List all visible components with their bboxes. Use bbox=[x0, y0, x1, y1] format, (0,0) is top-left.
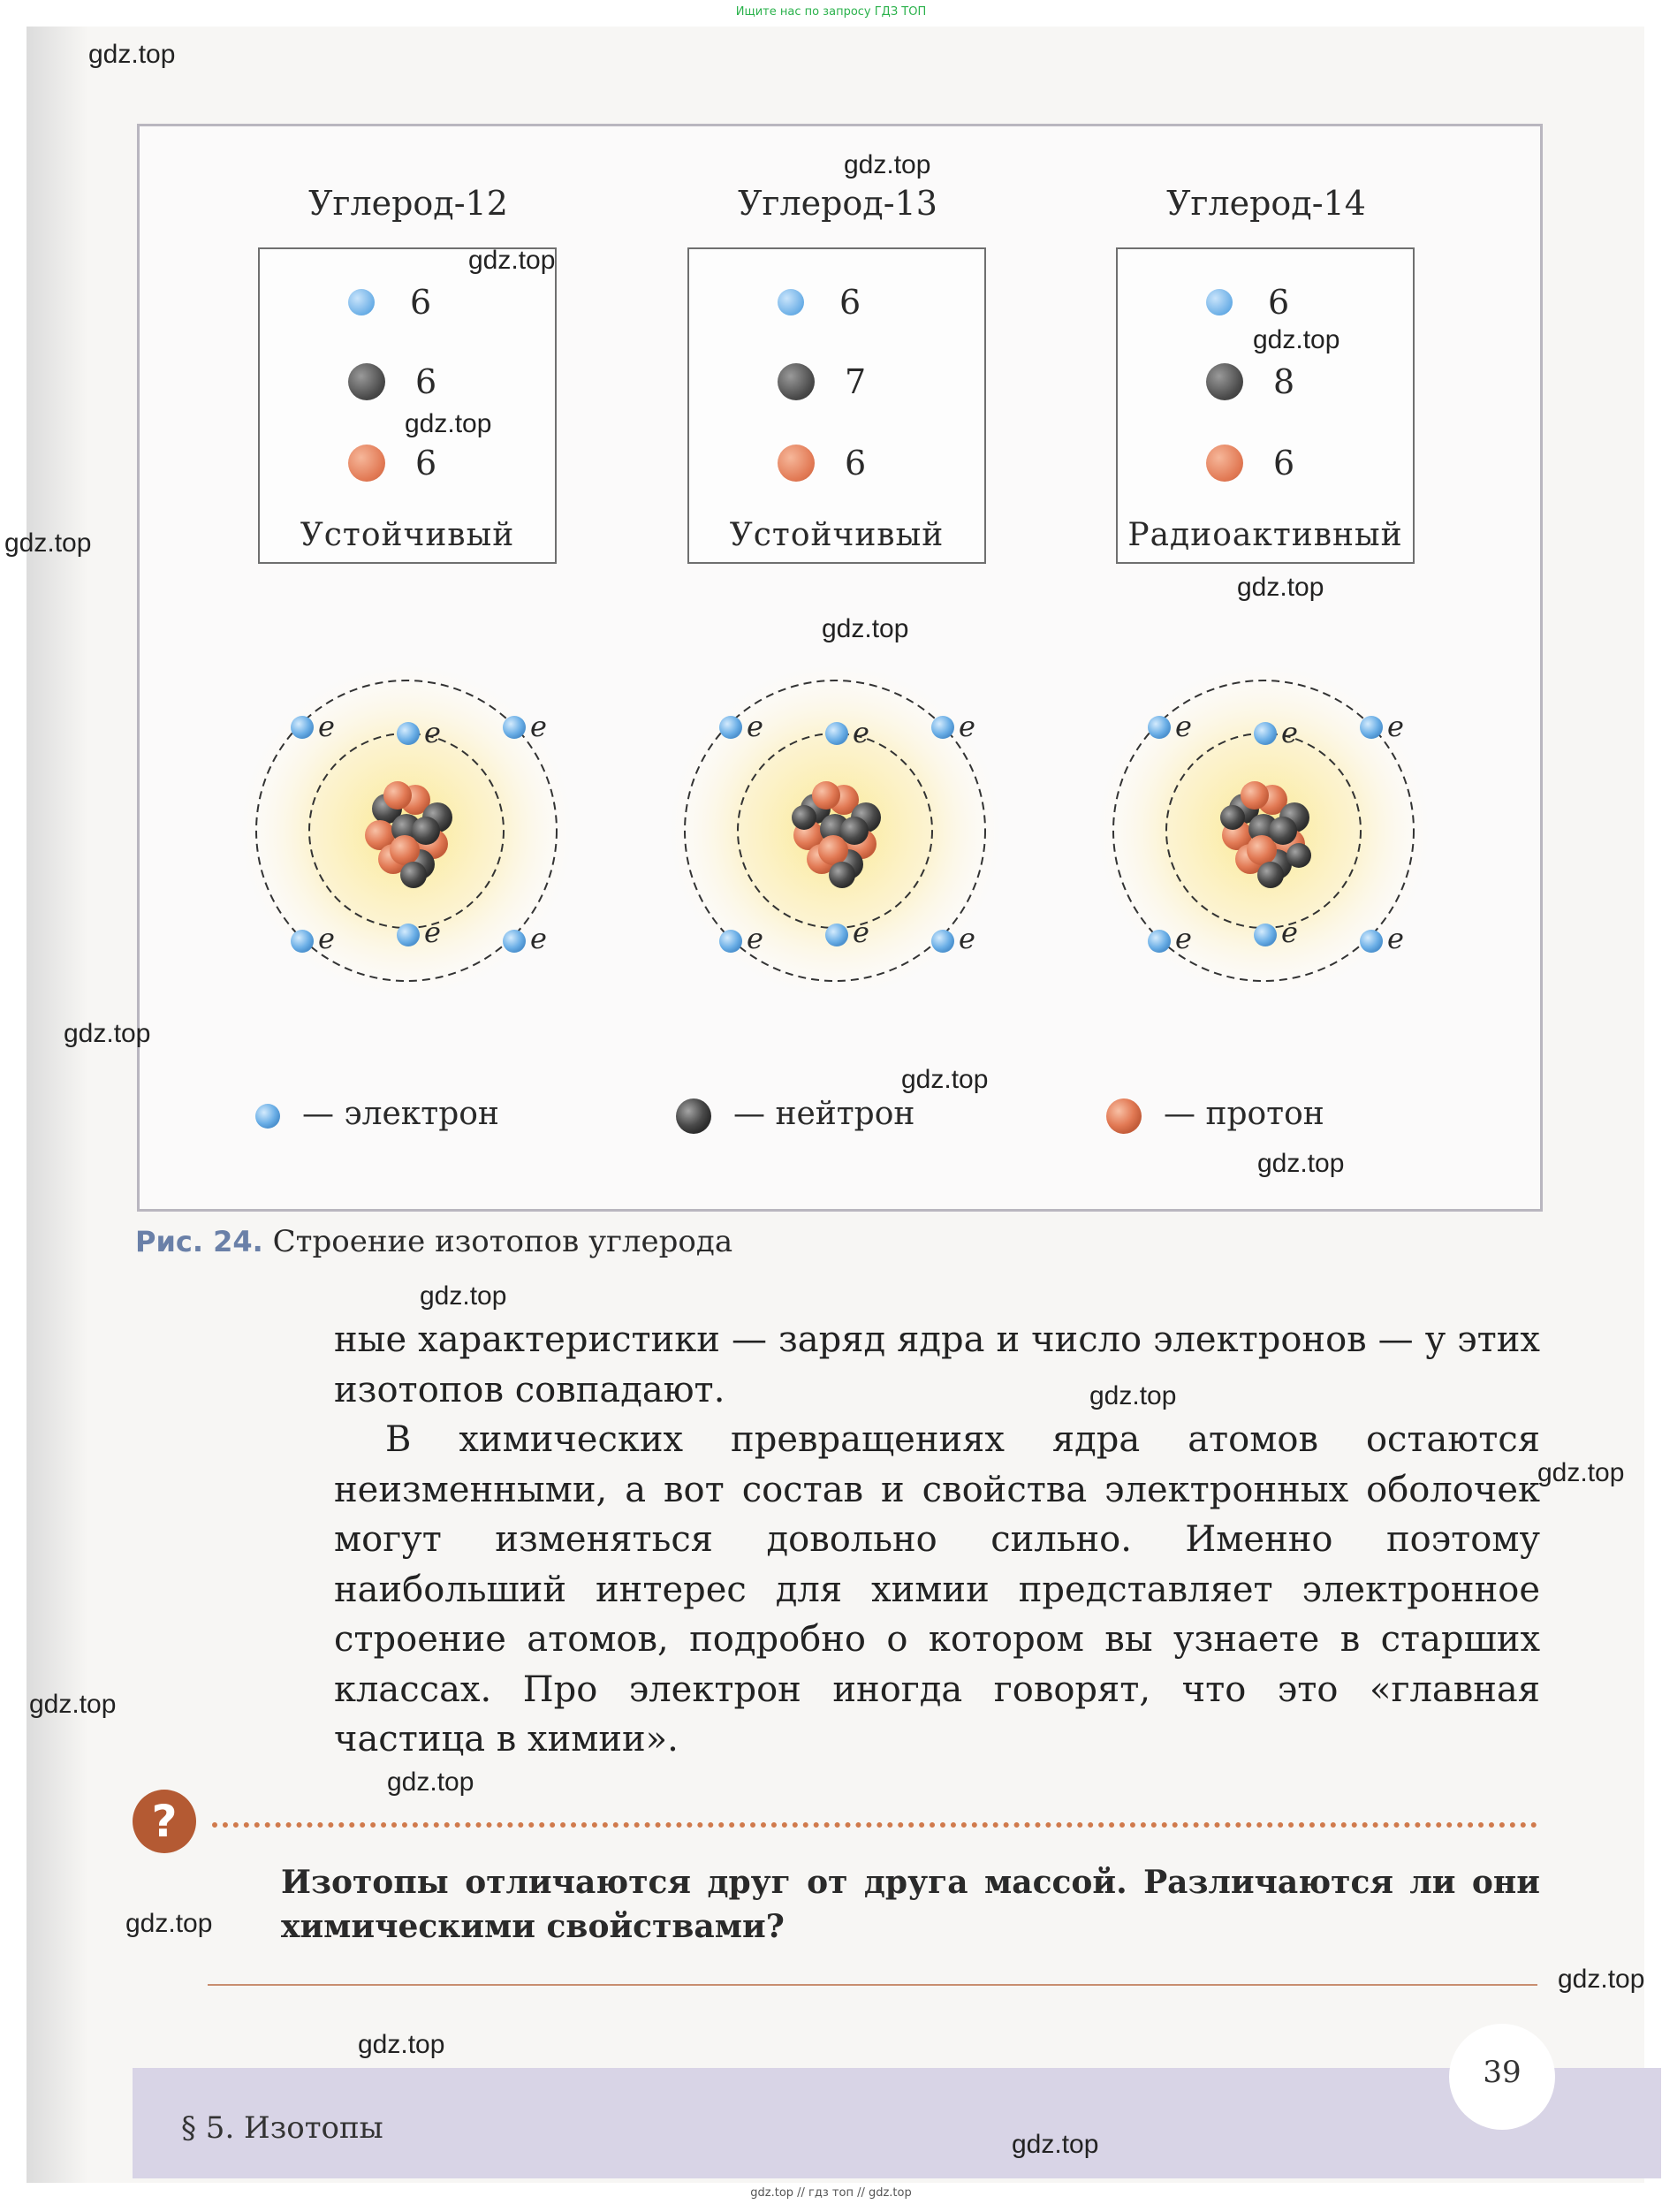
legend-neutron-label: — нейтрон bbox=[733, 1096, 915, 1132]
electron-label: e bbox=[747, 922, 763, 955]
watermark: gdz.top bbox=[1558, 1965, 1645, 1994]
electron-label: e bbox=[1387, 710, 1404, 743]
watermark: gdz.top bbox=[88, 40, 176, 69]
watermark: gdz.top bbox=[4, 528, 92, 558]
watermark: gdz.top bbox=[420, 1281, 507, 1311]
electron-count: 6 bbox=[1268, 283, 1290, 322]
bottom-note: gdz.top // гдз топ // gdz.top bbox=[750, 2186, 912, 2200]
legend-neutron bbox=[723, 1096, 914, 1132]
neutron-count: 7 bbox=[845, 362, 867, 401]
watermark: gdz.top bbox=[468, 246, 556, 275]
stability-label: Устойчивый bbox=[300, 517, 515, 553]
watermark: gdz.top bbox=[1012, 2130, 1099, 2159]
electron-label: e bbox=[530, 922, 547, 955]
watermark: gdz.top bbox=[387, 1767, 474, 1797]
watermark: gdz.top bbox=[29, 1690, 117, 1719]
electron-label: e bbox=[424, 716, 441, 749]
question-divider bbox=[212, 1822, 1537, 1828]
neutron-count: 6 bbox=[415, 362, 437, 401]
figure-number: Рис. 24. bbox=[135, 1225, 263, 1258]
watermark: gdz.top bbox=[405, 409, 492, 438]
legend-electron-icon bbox=[255, 1104, 280, 1129]
body-text bbox=[334, 1315, 1540, 1765]
stability-label: Устойчивый bbox=[729, 517, 945, 553]
question-underline bbox=[208, 1984, 1537, 1986]
electron-label: e bbox=[318, 922, 335, 955]
section-title: § 5. Изотопы bbox=[181, 2110, 383, 2146]
legend-electron bbox=[292, 1096, 499, 1132]
electron-label: e bbox=[1281, 916, 1298, 949]
neutron-count: 8 bbox=[1273, 362, 1295, 401]
electron-label: e bbox=[424, 916, 441, 949]
watermark: gdz.top bbox=[1237, 573, 1324, 602]
legend-proton-icon bbox=[1106, 1098, 1142, 1134]
figure-caption bbox=[135, 1224, 732, 1259]
isotope-title-c14: Углерод-14 bbox=[1166, 184, 1366, 223]
proton-count: 6 bbox=[415, 444, 437, 483]
figure-caption-text: Строение изотопов углерода bbox=[272, 1224, 733, 1259]
electron-label: e bbox=[530, 710, 547, 743]
electron-label: e bbox=[959, 922, 975, 955]
paragraph: ные характеристики — заряд ядра и число электронов — у этих изотопов совпадают. bbox=[334, 1319, 1540, 1410]
watermark: gdz.top bbox=[1253, 325, 1340, 354]
question-icon: ? bbox=[133, 1790, 196, 1853]
legend-electron-label: — электрон bbox=[302, 1096, 499, 1132]
paragraph: В химических превращениях ядра атомов остаются неизменными, а вот состав и свойства электронных оболочек могут изменяться довольно сильно. Именно поэтому наибольший интерес для химии представляет электронное строение атомов, подробно о котором вы узнаете в старших классах. Про электрон иногда говорят, что это «главная частица в химии». bbox=[334, 1419, 1540, 1760]
electron-count: 6 bbox=[410, 283, 432, 322]
electron-count: 6 bbox=[839, 283, 861, 322]
watermark: gdz.top bbox=[822, 614, 909, 643]
question-text: Изотопы отличаются друг от друга массой. Различаются ли они химическими свойствами? bbox=[281, 1864, 1540, 1945]
watermark: gdz.top bbox=[1537, 1458, 1625, 1487]
isotope-title-c12: Углерод-12 bbox=[308, 184, 508, 223]
watermark: gdz.top bbox=[901, 1065, 989, 1094]
electron-label: e bbox=[1281, 716, 1298, 749]
electron-label: e bbox=[1387, 922, 1404, 955]
watermark: gdz.top bbox=[358, 2030, 445, 2059]
electron-label: e bbox=[959, 710, 975, 743]
legend-proton bbox=[1153, 1096, 1324, 1132]
page-number: 39 bbox=[1483, 2055, 1522, 2090]
isotope-title-c13: Углерод-13 bbox=[738, 184, 937, 223]
electron-label: e bbox=[853, 916, 869, 949]
electron-label: e bbox=[1175, 922, 1192, 955]
electron-label: e bbox=[747, 710, 763, 743]
watermark: gdz.top bbox=[1257, 1149, 1345, 1178]
top-note: Ищите нас по запросу ГДЗ ТОП bbox=[735, 5, 927, 19]
electron-label: e bbox=[853, 716, 869, 749]
legend-neutron-icon bbox=[676, 1098, 711, 1134]
electron-label: e bbox=[318, 710, 335, 743]
stability-label: Радиоактивный bbox=[1127, 517, 1403, 553]
electron-label: e bbox=[1175, 710, 1192, 743]
proton-count: 6 bbox=[1273, 444, 1295, 483]
watermark: gdz.top bbox=[1089, 1381, 1177, 1410]
proton-count: 6 bbox=[845, 444, 867, 483]
legend-proton-label: — протон bbox=[1164, 1096, 1324, 1132]
watermark: gdz.top bbox=[125, 1909, 213, 1938]
watermark: gdz.top bbox=[844, 150, 931, 179]
watermark: gdz.top bbox=[64, 1019, 151, 1048]
